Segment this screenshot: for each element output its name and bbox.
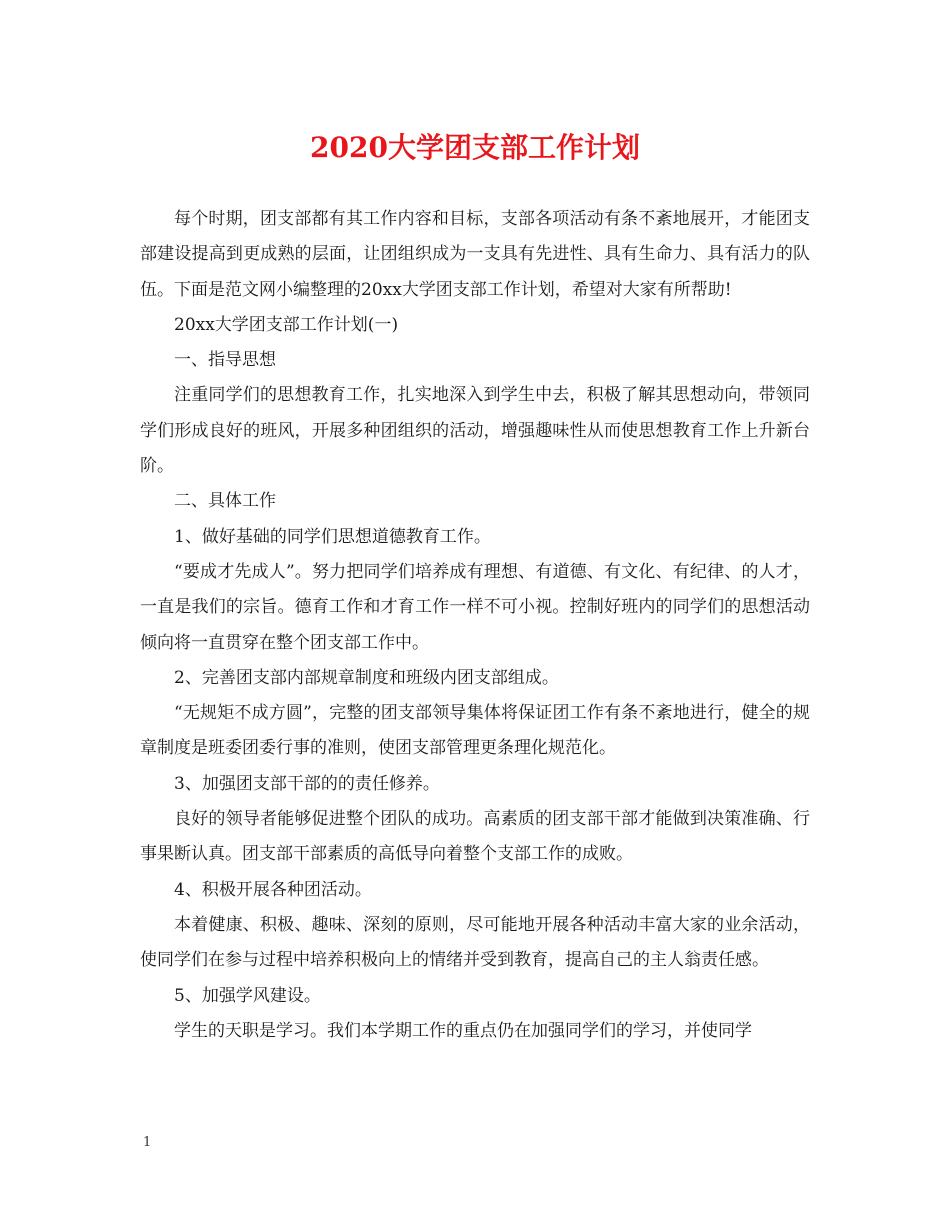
item-heading-2: 2、完善团支部内部规章制度和班级内团支部组成。 — [174, 667, 559, 688]
item-heading-4: 4、积极开展各种团活动。 — [174, 879, 372, 900]
item-paragraph-5: 学生的天职是学习。我们本学期工作的重点仍在加强同学们的学习，并使同学 — [174, 1020, 752, 1041]
item-heading-3: 3、加强团支部干部的的责任修养。 — [174, 773, 440, 794]
item-paragraph-2: “无规矩不成方圆”，完整的团支部领导集体将保证团工作有条不紊地进行，健全的规章制度是班委团委行事的准则，使团支部管理更条理化规范化。 — [140, 703, 810, 759]
heading-guiding-ideology: 一、指导思想 — [174, 350, 276, 371]
item-paragraph-1: “要成才先成人”。努力把同学们培养成有理想、有道德、有文化、有纪律、的人才，一直是我们的宗旨。德育工作和才育工作一样不可小视。控制好班内的同学们的思想活动倾向将一直贯穿在整个团支部工作中。 — [140, 561, 810, 653]
item-paragraph-3: 良好的领导者能够促进整个团队的成功。高素质的团支部干部才能做到决策准确、行事果断认真。团支部干部素质的高低导向着整个支部工作的成败。 — [140, 809, 810, 865]
document-title: 2020大学团支部工作计划 — [310, 131, 640, 164]
heading-specific-work: 二、具体工作 — [174, 491, 276, 512]
intro-paragraph: 每个时期，团支部都有其工作内容和目标，支部各项活动有条不紊地展开，才能团支部建设提高到更成熟的层面，让团组织成为一支具有先进性、具有生命力、具有活力的队伍。下面是范文网小编整理的20xx大学团支部工作计划，希望对大家有所帮助! — [140, 209, 810, 300]
item-paragraph-4: 本着健康、积极、趣味、深刻的原则，尽可能地开展各种活动丰富大家的业余活动，使同学们在参与过程中培养积极向上的情绪并受到教育，提高自己的主人翁责任感。 — [140, 914, 810, 971]
section-heading-plan-one: 20xx大学团支部工作计划(一) — [174, 314, 399, 335]
paragraph-guiding-ideology: 注重同学们的思想教育工作，扎实地深入到学生中去，积极了解其思想动向，带领同学们形成良好的班风，开展多种团组织的活动，增强趣味性从而使思想教育工作上升新台阶。 — [140, 385, 810, 477]
item-heading-5: 5、加强学风建设。 — [174, 985, 321, 1006]
page-number: 1 — [143, 1135, 152, 1150]
item-heading-1: 1、做好基础的同学们思想道德教育工作。 — [174, 526, 491, 547]
document-body — [140, 202, 810, 1049]
